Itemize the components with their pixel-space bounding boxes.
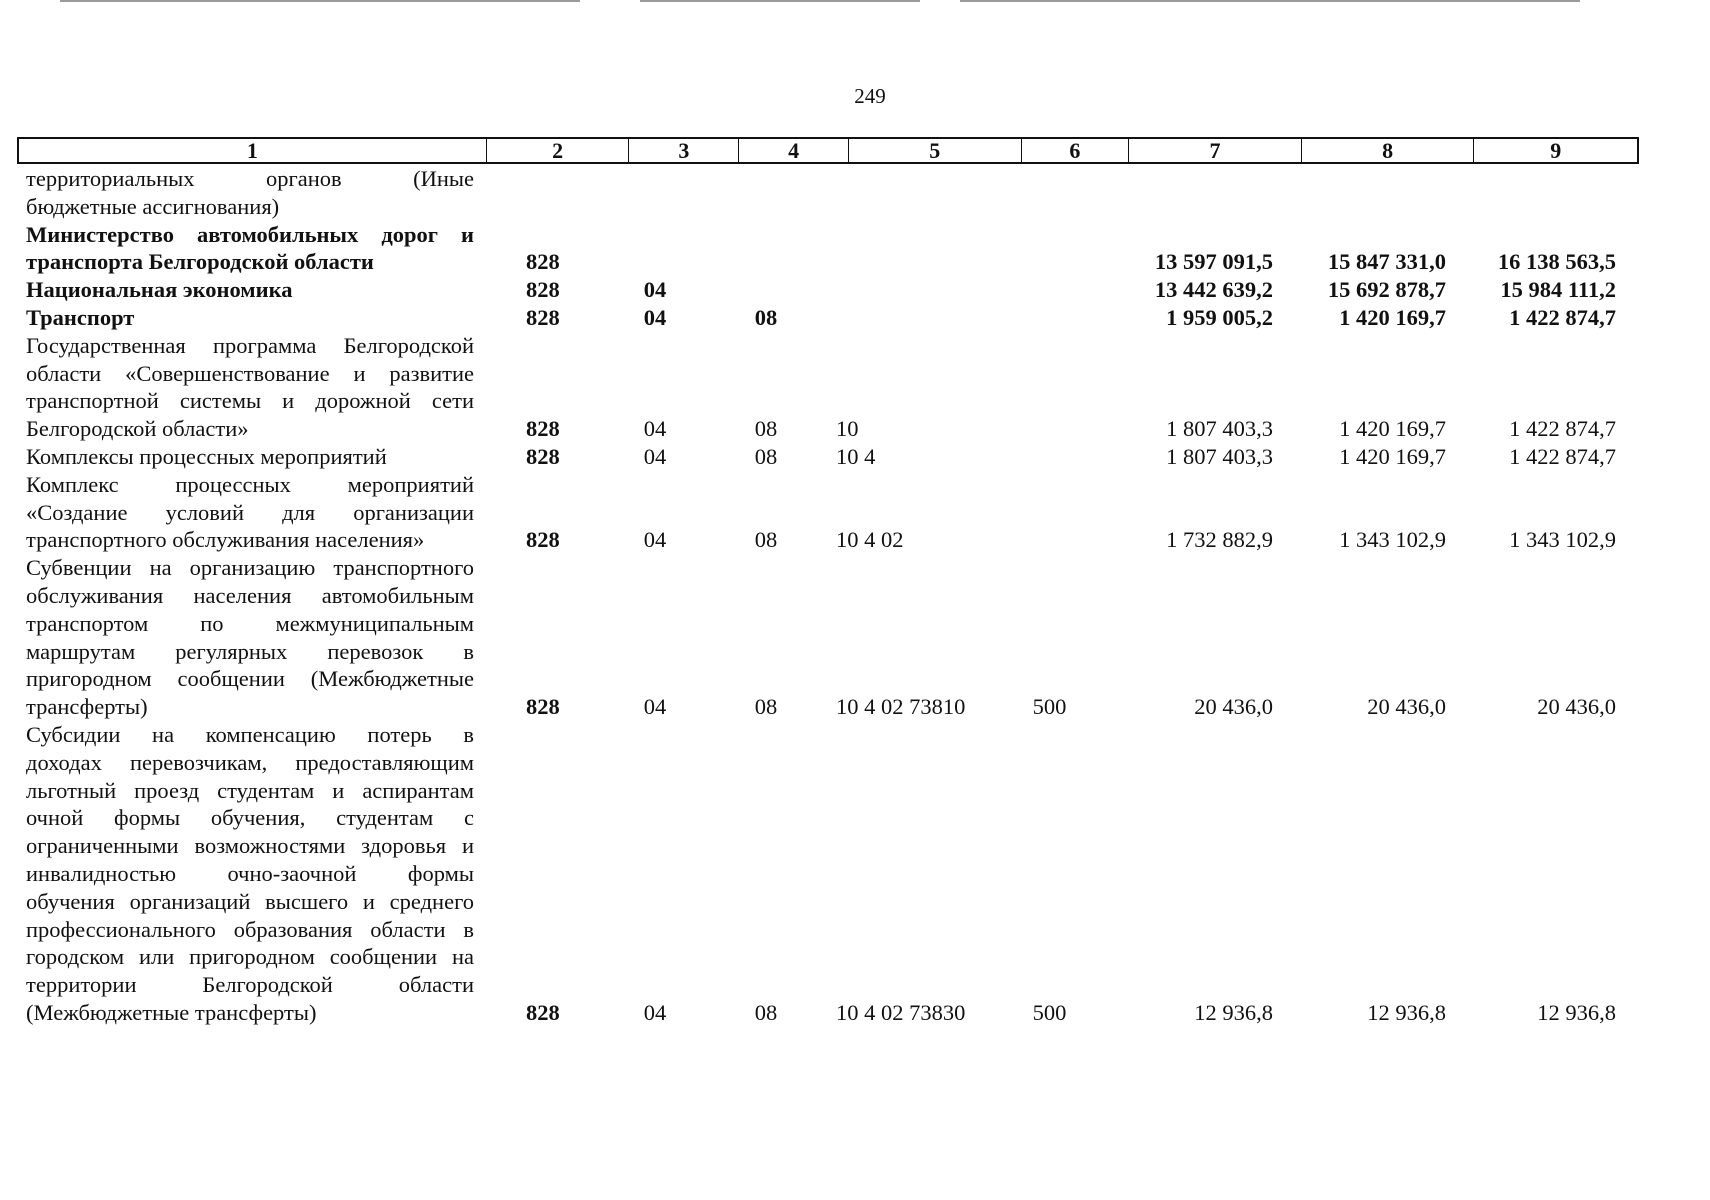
column-header-3: 3: [629, 139, 739, 162]
amount-year3-cell: 1 422 874,7: [1509, 304, 1616, 330]
section-code-cell: 04: [643, 999, 667, 1025]
description-line: Субвенции на организацию транспортного: [26, 555, 474, 581]
target-article-cell: 10 4 02 73810: [836, 694, 966, 720]
description-line: области «Совершенствование и развитие: [26, 360, 474, 386]
description-line: (Межбюджетные трансферты): [26, 999, 317, 1025]
table-row: [26, 443, 1636, 471]
table-row: [26, 221, 1636, 277]
description-line: бюджетные ассигнования): [26, 193, 280, 219]
ministry-code-cell: 828: [526, 416, 560, 442]
amount-year3-cell: 1 422 874,7: [1509, 443, 1616, 469]
ministry-code-cell: 828: [526, 694, 560, 720]
description-line: трансферты): [26, 694, 148, 720]
section-code-cell: 04: [643, 694, 667, 720]
table-row: [26, 554, 1636, 721]
description-line: транспортного обслуживания населения»: [26, 527, 425, 553]
section-code-cell: 04: [643, 443, 667, 469]
description-line: ограниченными возможностями здоровья и: [26, 833, 474, 859]
row-description: [26, 471, 474, 554]
description-line: территориальных органов (Иные: [26, 166, 474, 191]
amount-year3-cell: 20 436,0: [1537, 694, 1616, 720]
row-description: [26, 443, 474, 471]
amount-year3-cell: 16 138 563,5: [1497, 249, 1616, 275]
amount-year3-cell: 12 936,8: [1537, 999, 1616, 1025]
amount-year1-cell: 1 807 403,3: [1166, 443, 1273, 469]
description-line: доходах перевозчикам, предоставляющим: [26, 749, 474, 775]
ministry-code-cell: 828: [526, 249, 560, 275]
description-line: Комплекс процессных мероприятий: [26, 471, 474, 497]
description-line: профессионального образования области в: [26, 916, 474, 942]
amount-year3-cell: 15 984 111,2: [1500, 277, 1616, 303]
table-row: [26, 165, 1636, 221]
section-code-cell: 04: [643, 416, 667, 442]
ministry-code-cell: 828: [526, 999, 560, 1025]
target-article-cell: 10 4 02 73830: [836, 999, 966, 1025]
column-header-4: 4: [739, 139, 849, 162]
column-header-1: 1: [19, 139, 487, 162]
description-line: пригородном сообщении (Межбюджетные: [26, 666, 474, 692]
ministry-code-cell: 828: [526, 527, 560, 553]
row-description: [26, 554, 474, 721]
description-line: инвалидностью очно-заочной формы: [26, 860, 474, 886]
table-row: [26, 721, 1636, 1027]
row-description: [26, 221, 474, 277]
target-article-cell: 10 4: [836, 443, 876, 469]
budget-table-body: [26, 165, 1636, 1027]
amount-year2-cell: 1 420 169,7: [1339, 416, 1446, 442]
column-header-5: 5: [849, 139, 1022, 162]
amount-year2-cell: 1 343 102,9: [1339, 527, 1446, 553]
amount-year1-cell: 1 732 882,9: [1166, 527, 1273, 553]
table-row: [26, 332, 1636, 443]
description-line: территории Белгородской области: [26, 972, 474, 998]
column-header-6: 6: [1022, 139, 1130, 162]
amount-year2-cell: 1 420 169,7: [1339, 443, 1446, 469]
page-number: 249: [854, 84, 886, 108]
column-header-7: 7: [1129, 139, 1302, 162]
ministry-code-cell: 828: [526, 304, 560, 330]
description-line: обслуживания населения автомобильным: [26, 582, 474, 608]
column-header-2: 2: [487, 139, 630, 162]
table-row: [26, 304, 1636, 332]
section-code-cell: 04: [643, 527, 667, 553]
ministry-code-cell: 828: [526, 443, 560, 469]
row-description: [26, 165, 474, 221]
description-line: городском или пригородном сообщении на: [26, 944, 474, 970]
description-line: Комплексы процессных мероприятий: [26, 443, 387, 469]
description-line: маршрутам регулярных перевозок в: [26, 638, 474, 664]
subsection-code-cell: 08: [754, 527, 778, 553]
amount-year1-cell: 1 807 403,3: [1166, 416, 1273, 442]
amount-year1-cell: 13 442 639,2: [1154, 277, 1273, 303]
amount-year2-cell: 15 847 331,0: [1327, 249, 1446, 275]
section-code-cell: 04: [643, 277, 667, 303]
description-line: Национальная экономика: [26, 277, 293, 303]
row-description: [26, 721, 474, 1027]
subsection-code-cell: 08: [754, 416, 778, 442]
column-header-row: [17, 137, 1639, 164]
target-article-cell: 10 4 02: [836, 527, 904, 553]
amount-year3-cell: 1 422 874,7: [1509, 416, 1616, 442]
amount-year1-cell: 12 936,8: [1194, 999, 1273, 1025]
ministry-code-cell: 828: [526, 277, 560, 303]
target-article-cell: 10: [836, 416, 859, 442]
description-line: транспорта Белгородской области: [26, 249, 374, 275]
description-line: «Создание условий для организации: [26, 499, 474, 525]
description-line: обучения организаций высшего и среднего: [26, 888, 474, 914]
subsection-code-cell: 08: [754, 694, 778, 720]
row-description: [26, 276, 474, 304]
column-header-8: 8: [1302, 139, 1475, 162]
description-line: транспортной системы и дорожной сети: [26, 388, 474, 414]
description-line: Транспорт: [26, 304, 135, 330]
description-line: Министерство автомобильных дорог и: [26, 221, 474, 247]
amount-year3-cell: 1 343 102,9: [1509, 527, 1616, 553]
subsection-code-cell: 08: [754, 443, 778, 469]
row-description: [26, 332, 474, 443]
expense-type-cell: 500: [1032, 999, 1067, 1025]
table-row: [26, 276, 1636, 304]
section-code-cell: 04: [643, 304, 667, 330]
subsection-code-cell: 08: [754, 304, 778, 330]
subsection-code-cell: 08: [754, 999, 778, 1025]
description-line: Белгородской области»: [26, 416, 249, 442]
expense-type-cell: 500: [1032, 694, 1067, 720]
description-line: очной формы обучения, студентам с: [26, 805, 474, 831]
amount-year2-cell: 15 692 878,7: [1327, 277, 1446, 303]
scan-edge-artifact: [0, 0, 1710, 3]
amount-year1-cell: 20 436,0: [1194, 694, 1273, 720]
row-description: [26, 304, 474, 332]
description-line: Субсидии на компенсацию потерь в: [26, 721, 474, 747]
column-header-9: 9: [1550, 138, 1562, 163]
amount-year2-cell: 20 436,0: [1367, 694, 1446, 720]
description-line: транспортом по межмуниципальным: [26, 610, 474, 636]
amount-year1-cell: 1 959 005,2: [1166, 304, 1273, 330]
description-line: Государственная программа Белгородской: [26, 332, 474, 358]
table-row: [26, 471, 1636, 554]
amount-year2-cell: 1 420 169,7: [1339, 304, 1446, 330]
description-line: льготный проезд студентам и аспирантам: [26, 777, 474, 803]
amount-year2-cell: 12 936,8: [1367, 999, 1446, 1025]
amount-year1-cell: 13 597 091,5: [1154, 249, 1273, 275]
